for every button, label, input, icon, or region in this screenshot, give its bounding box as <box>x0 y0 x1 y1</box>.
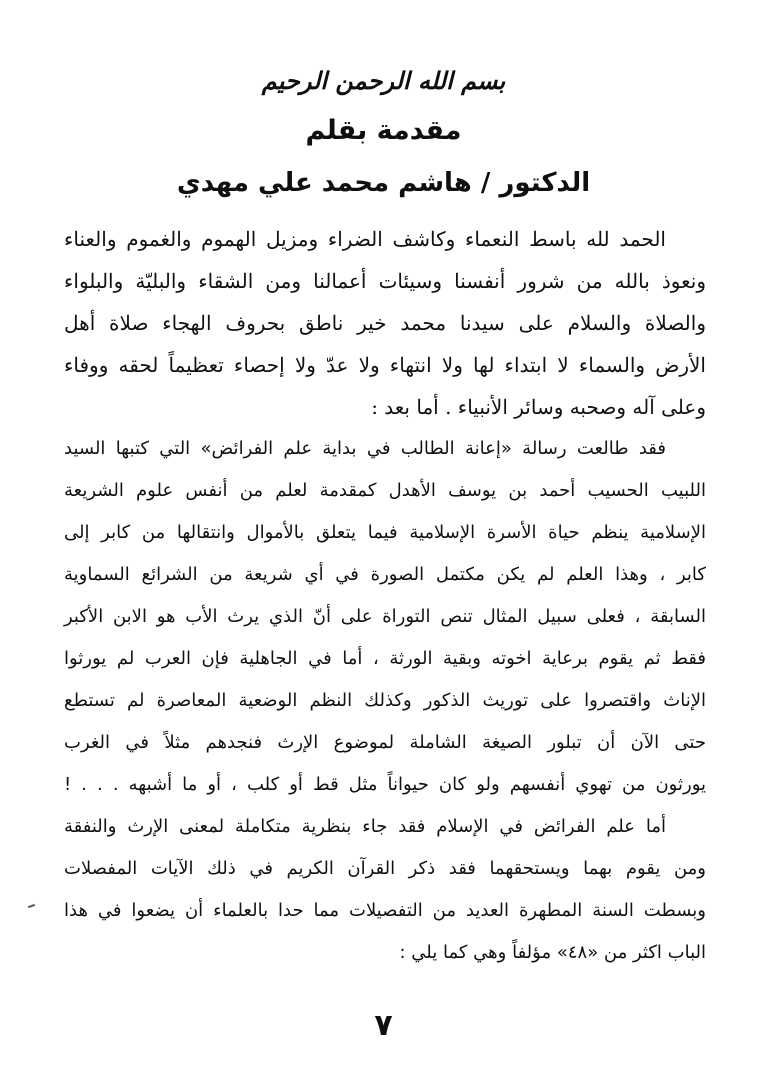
paragraph-line: السابقة ، فعلى سبيل المثال تنص التوراة على أنّ الذي يرث الأب هو الابن الأكبر <box>64 606 706 627</box>
body-text <box>64 218 706 974</box>
paragraph-line: الإسلامية ينظم حياة الأسرة الإسلامية فيما يتعلق بالأموال وانتقالها من كابر إلى <box>64 522 706 543</box>
paragraph-line: أما علم الفرائض في الإسلام فقد جاء بنظرية متكاملة لمعنى الإرث والنفقة <box>64 816 666 837</box>
author-line: الدكتور / هاشم محمد علي مهدي <box>176 168 591 198</box>
paragraph-line: فقد طالعت رسالة «إعانة الطالب في بداية علم الفرائض» التي كتبها السيد <box>64 438 666 459</box>
paragraph-line: الإناث واقتصروا على توريث الذكور وكذلك النظم الوضعية المعاصرة لم تستطع <box>64 690 706 711</box>
paragraph-line: حتى الآن أن تبلور الصيغة الشاملة لموضوع الإرث فنجدهم مثلاً في الغرب <box>64 732 706 753</box>
paragraph-line: يورثون من تهوي أنفسهم ولو كان حيواناً مثل قط أو كلب ، أو ما أشبهه . . . ! <box>64 774 706 795</box>
paragraph-line: ومن يقوم بهما ويستحقهما فقد ذكر القرآن الكريم في ذلك الآيات المفصلات <box>64 858 706 879</box>
paragraph-line: والصلاة والسلام على سيدنا محمد خير ناطق بحروف الهجاء صلاة أهل <box>64 311 706 335</box>
paragraph-line: الأرض والسماء لا ابتداء لها ولا انتهاء ولا عدّ ولا إحصاء تعظيماً لحقه ووفاء <box>64 353 706 377</box>
paragraph-line: ونعوذ بالله من شرور أنفسنا وسيئات أعمالنا ومن الشقاء والبليّة والبلواء <box>64 269 706 293</box>
basmala-heading: بسم الله الرحمن الرحيم <box>261 66 506 95</box>
page-title: مقدمة بقلم <box>305 115 462 146</box>
paragraph-line: وعلى آله وصحبه وسائر الأنبياء . أما بعد : <box>371 395 706 419</box>
paragraph-line: كابر ، وهذا العلم لم يكن مكتمل الصورة في أي شريعة من الشرائع السماوية <box>64 564 706 585</box>
paragraph-line: اللبيب الحسيب أحمد بن يوسف الأهدل كمقدمة لعلم من أنفس علوم الشريعة <box>64 480 706 501</box>
scan-mark <box>28 904 35 908</box>
paragraph-line: وبسطت السنة المطهرة العديد من التفصيلات مما حدا بالعلماء أن يضعوا في هذا <box>64 900 706 921</box>
paragraph-line: الحمد لله باسط النعماء وكاشف الضراء ومزيل الهموم والغموم والعناء <box>64 227 666 251</box>
paragraph-line: الباب اكثر من «٤٨» مؤلفاً وهي كما يلي : <box>399 942 706 963</box>
page-number: ٧ <box>374 1008 393 1043</box>
paragraph-line: فقط ثم يقوم برعاية اخوته وبقية الورثة ، أما في الجاهلية فإن العرب لم يورثوا <box>64 648 706 669</box>
